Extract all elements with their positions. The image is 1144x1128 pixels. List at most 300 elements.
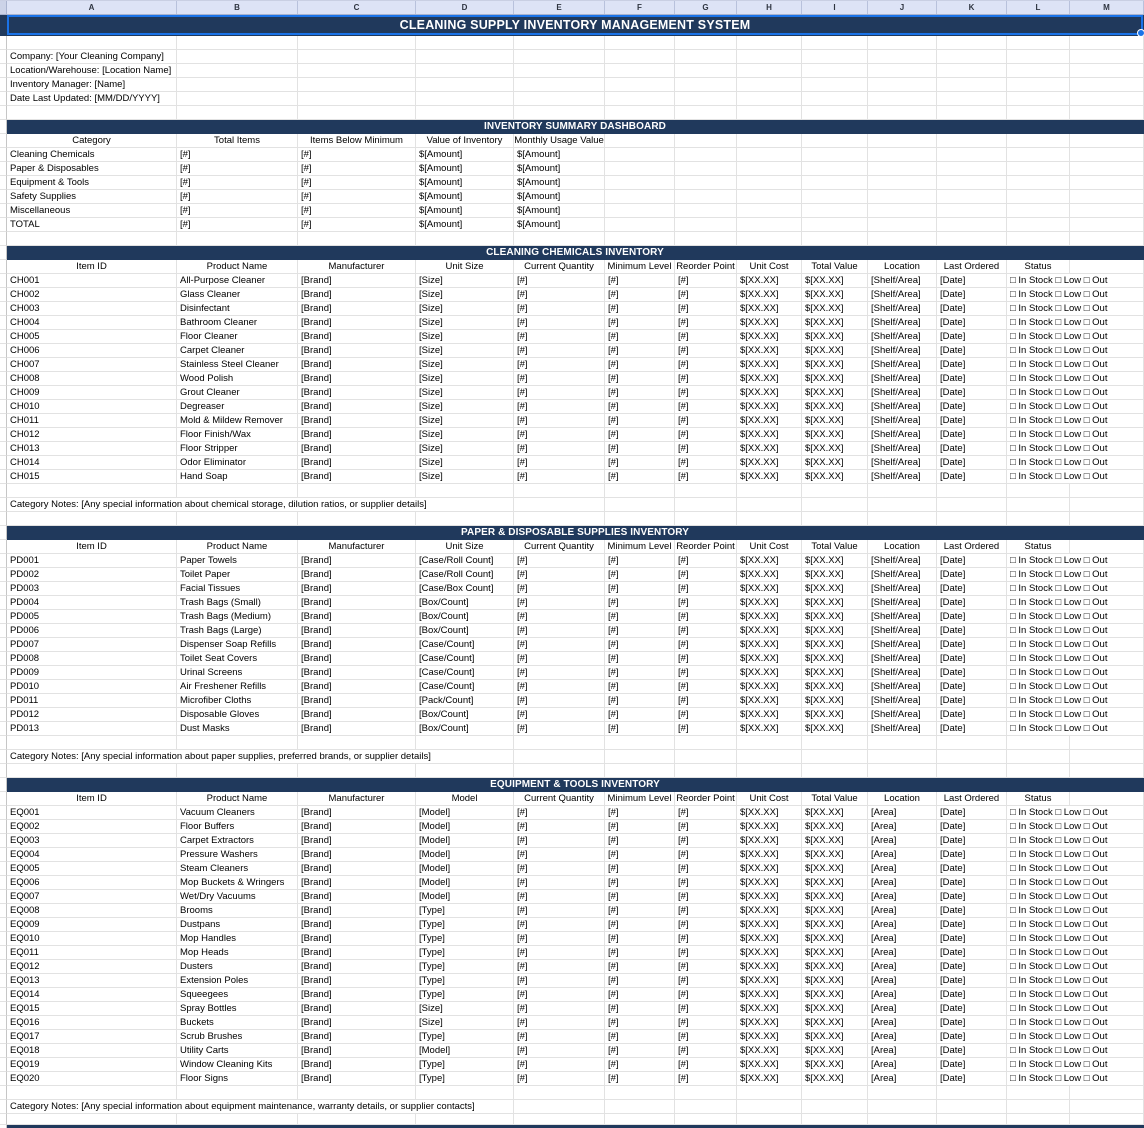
current-quantity-cell[interactable]: [#]	[514, 708, 605, 722]
table-header-cell[interactable]: Unit Cost	[737, 260, 802, 274]
empty-cell[interactable]	[416, 1086, 514, 1100]
company-info-cell[interactable]: Inventory Manager: [Name]	[7, 78, 177, 92]
manufacturer-cell[interactable]: [Brand]	[298, 288, 416, 302]
total-value-cell[interactable]: $[XX.XX]	[802, 610, 868, 624]
current-quantity-cell[interactable]: [#]	[514, 1030, 605, 1044]
status-cell[interactable]: □ In Stock □ Low □ Out	[1007, 638, 1144, 652]
minimum-level-cell[interactable]: [#]	[605, 414, 675, 428]
empty-cell[interactable]	[675, 148, 737, 162]
item-id-cell[interactable]: EQ016	[7, 1016, 177, 1030]
empty-cell[interactable]	[802, 162, 868, 176]
unit-size-cell[interactable]: [Type]	[416, 932, 514, 946]
last-ordered-cell[interactable]: [Date]	[937, 344, 1007, 358]
last-ordered-cell[interactable]: [Date]	[937, 414, 1007, 428]
item-id-cell[interactable]: PD012	[7, 708, 177, 722]
reorder-point-cell[interactable]: [#]	[675, 666, 737, 680]
empty-cell[interactable]	[605, 36, 675, 50]
unit-size-cell[interactable]: [Model]	[416, 876, 514, 890]
reorder-point-cell[interactable]: [#]	[675, 680, 737, 694]
reorder-point-cell[interactable]: [#]	[675, 470, 737, 484]
current-quantity-cell[interactable]: [#]	[514, 918, 605, 932]
location-cell[interactable]: [Shelf/Area]	[868, 428, 937, 442]
item-id-cell[interactable]: EQ015	[7, 1002, 177, 1016]
unit-cost-cell[interactable]: $[XX.XX]	[737, 1058, 802, 1072]
empty-cell[interactable]	[675, 106, 737, 120]
product-name-cell[interactable]: Degreaser	[177, 400, 298, 414]
total-value-cell[interactable]: $[XX.XX]	[802, 960, 868, 974]
location-cell[interactable]: [Shelf/Area]	[868, 372, 937, 386]
unit-cost-cell[interactable]: $[XX.XX]	[737, 414, 802, 428]
empty-cell[interactable]	[1070, 736, 1144, 750]
total-value-cell[interactable]: $[XX.XX]	[802, 848, 868, 862]
total-value-cell[interactable]: $[XX.XX]	[802, 918, 868, 932]
location-cell[interactable]: [Shelf/Area]	[868, 456, 937, 470]
unit-size-cell[interactable]: [Type]	[416, 1030, 514, 1044]
total-value-cell[interactable]: $[XX.XX]	[802, 330, 868, 344]
reorder-point-cell[interactable]: [#]	[675, 652, 737, 666]
unit-cost-cell[interactable]: $[XX.XX]	[737, 288, 802, 302]
unit-cost-cell[interactable]: $[XX.XX]	[737, 596, 802, 610]
minimum-level-cell[interactable]: [#]	[605, 610, 675, 624]
minimum-level-cell[interactable]: [#]	[605, 946, 675, 960]
location-cell[interactable]: [Shelf/Area]	[868, 568, 937, 582]
empty-cell[interactable]	[802, 190, 868, 204]
empty-cell[interactable]	[1007, 232, 1070, 246]
reorder-point-cell[interactable]: [#]	[675, 974, 737, 988]
status-cell[interactable]: □ In Stock □ Low □ Out	[1007, 820, 1144, 834]
empty-cell[interactable]	[416, 36, 514, 50]
unit-size-cell[interactable]: [Type]	[416, 960, 514, 974]
category-notes-cell[interactable]: Category Notes: [Any special information about equipment maintenance, warranty details, or supplier contacts]	[7, 1100, 514, 1114]
manufacturer-cell[interactable]: [Brand]	[298, 610, 416, 624]
empty-cell[interactable]	[1007, 750, 1070, 764]
location-cell[interactable]: [Shelf/Area]	[868, 330, 937, 344]
table-header-cell[interactable]: Location	[868, 540, 937, 554]
product-name-cell[interactable]: Disinfectant	[177, 302, 298, 316]
empty-cell[interactable]	[1070, 176, 1144, 190]
empty-cell[interactable]	[298, 106, 416, 120]
last-ordered-cell[interactable]: [Date]	[937, 680, 1007, 694]
status-cell[interactable]: □ In Stock □ Low □ Out	[1007, 876, 1144, 890]
unit-cost-cell[interactable]: $[XX.XX]	[737, 428, 802, 442]
current-quantity-cell[interactable]: [#]	[514, 694, 605, 708]
status-cell[interactable]: □ In Stock □ Low □ Out	[1007, 1002, 1144, 1016]
empty-cell[interactable]	[1070, 162, 1144, 176]
unit-cost-cell[interactable]: $[XX.XX]	[737, 358, 802, 372]
current-quantity-cell[interactable]: [#]	[514, 1044, 605, 1058]
item-id-cell[interactable]: CH015	[7, 470, 177, 484]
empty-cell[interactable]	[802, 736, 868, 750]
minimum-level-cell[interactable]: [#]	[605, 302, 675, 316]
table-header-cell[interactable]: Minimum Level	[605, 792, 675, 806]
empty-cell[interactable]	[868, 764, 937, 778]
reorder-point-cell[interactable]: [#]	[675, 316, 737, 330]
empty-cell[interactable]	[1007, 1114, 1070, 1125]
minimum-level-cell[interactable]: [#]	[605, 274, 675, 288]
manufacturer-cell[interactable]: [Brand]	[298, 624, 416, 638]
empty-cell[interactable]	[1070, 1114, 1144, 1125]
location-cell[interactable]: [Shelf/Area]	[868, 344, 937, 358]
empty-cell[interactable]	[737, 218, 802, 232]
empty-cell[interactable]	[868, 92, 937, 106]
product-name-cell[interactable]: Urinal Screens	[177, 666, 298, 680]
item-id-cell[interactable]: EQ019	[7, 1058, 177, 1072]
empty-cell[interactable]	[1007, 162, 1070, 176]
minimum-level-cell[interactable]: [#]	[605, 806, 675, 820]
manufacturer-cell[interactable]: [Brand]	[298, 1044, 416, 1058]
empty-cell[interactable]	[298, 50, 416, 64]
current-quantity-cell[interactable]: [#]	[514, 1058, 605, 1072]
unit-size-cell[interactable]: [Model]	[416, 848, 514, 862]
table-header-cell[interactable]: Total Value	[802, 260, 868, 274]
dashboard-header-cell[interactable]: Total Items	[177, 134, 298, 148]
location-cell[interactable]: [Shelf/Area]	[868, 638, 937, 652]
empty-cell[interactable]	[937, 1100, 1007, 1114]
unit-size-cell[interactable]: [Size]	[416, 470, 514, 484]
empty-cell[interactable]	[514, 232, 605, 246]
empty-cell[interactable]	[416, 78, 514, 92]
status-cell[interactable]: □ In Stock □ Low □ Out	[1007, 302, 1144, 316]
minimum-level-cell[interactable]: [#]	[605, 890, 675, 904]
empty-cell[interactable]	[514, 512, 605, 526]
total-value-cell[interactable]: $[XX.XX]	[802, 428, 868, 442]
product-name-cell[interactable]: Trash Bags (Small)	[177, 596, 298, 610]
table-header-cell[interactable]: Manufacturer	[298, 540, 416, 554]
minimum-level-cell[interactable]: [#]	[605, 834, 675, 848]
current-quantity-cell[interactable]: [#]	[514, 372, 605, 386]
manufacturer-cell[interactable]: [Brand]	[298, 274, 416, 288]
location-cell[interactable]: [Area]	[868, 834, 937, 848]
column-header-B[interactable]: B	[177, 1, 298, 14]
dashboard-value-cell[interactable]: $[Amount]	[416, 218, 514, 232]
minimum-level-cell[interactable]: [#]	[605, 848, 675, 862]
empty-cell[interactable]	[1070, 190, 1144, 204]
empty-cell[interactable]	[605, 50, 675, 64]
minimum-level-cell[interactable]: [#]	[605, 596, 675, 610]
product-name-cell[interactable]: All-Purpose Cleaner	[177, 274, 298, 288]
empty-cell[interactable]	[937, 1114, 1007, 1125]
reorder-point-cell[interactable]: [#]	[675, 386, 737, 400]
unit-cost-cell[interactable]: $[XX.XX]	[737, 442, 802, 456]
unit-size-cell[interactable]: [Size]	[416, 1016, 514, 1030]
last-ordered-cell[interactable]: [Date]	[937, 568, 1007, 582]
location-cell[interactable]: [Area]	[868, 1072, 937, 1086]
location-cell[interactable]: [Shelf/Area]	[868, 624, 937, 638]
reorder-point-cell[interactable]: [#]	[675, 722, 737, 736]
column-header-D[interactable]: D	[416, 1, 514, 14]
empty-cell[interactable]	[416, 484, 514, 498]
unit-cost-cell[interactable]: $[XX.XX]	[737, 694, 802, 708]
empty-cell[interactable]	[1070, 1100, 1144, 1114]
empty-cell[interactable]	[1007, 204, 1070, 218]
minimum-level-cell[interactable]: [#]	[605, 386, 675, 400]
empty-cell[interactable]	[1007, 92, 1070, 106]
location-cell[interactable]: [Area]	[868, 1016, 937, 1030]
dashboard-value-cell[interactable]: $[Amount]	[416, 162, 514, 176]
reorder-point-cell[interactable]: [#]	[675, 330, 737, 344]
item-id-cell[interactable]: CH012	[7, 428, 177, 442]
empty-cell[interactable]	[416, 92, 514, 106]
current-quantity-cell[interactable]: [#]	[514, 946, 605, 960]
dashboard-value-cell[interactable]: [#]	[177, 148, 298, 162]
empty-cell[interactable]	[868, 1100, 937, 1114]
manufacturer-cell[interactable]: [Brand]	[298, 946, 416, 960]
reorder-point-cell[interactable]: [#]	[675, 918, 737, 932]
empty-cell[interactable]	[868, 190, 937, 204]
unit-cost-cell[interactable]: $[XX.XX]	[737, 1044, 802, 1058]
dashboard-value-cell[interactable]: [#]	[298, 218, 416, 232]
total-value-cell[interactable]: $[XX.XX]	[802, 274, 868, 288]
product-name-cell[interactable]: Squeegees	[177, 988, 298, 1002]
unit-size-cell[interactable]: [Size]	[416, 400, 514, 414]
manufacturer-cell[interactable]: [Brand]	[298, 834, 416, 848]
empty-cell[interactable]	[802, 498, 868, 512]
item-id-cell[interactable]: PD007	[7, 638, 177, 652]
empty-cell[interactable]	[937, 148, 1007, 162]
item-id-cell[interactable]: EQ017	[7, 1030, 177, 1044]
status-cell[interactable]: □ In Stock □ Low □ Out	[1007, 694, 1144, 708]
dashboard-value-cell[interactable]: $[Amount]	[514, 190, 605, 204]
empty-cell[interactable]	[675, 498, 737, 512]
item-id-cell[interactable]: CH007	[7, 358, 177, 372]
empty-cell[interactable]	[675, 50, 737, 64]
manufacturer-cell[interactable]: [Brand]	[298, 596, 416, 610]
empty-cell[interactable]	[514, 764, 605, 778]
empty-cell[interactable]	[937, 218, 1007, 232]
item-id-cell[interactable]: EQ013	[7, 974, 177, 988]
empty-cell[interactable]	[7, 232, 177, 246]
item-id-cell[interactable]: EQ006	[7, 876, 177, 890]
minimum-level-cell[interactable]: [#]	[605, 694, 675, 708]
total-value-cell[interactable]: $[XX.XX]	[802, 316, 868, 330]
dashboard-value-cell[interactable]: [#]	[298, 204, 416, 218]
empty-cell[interactable]	[1007, 764, 1070, 778]
empty-cell[interactable]	[1070, 64, 1144, 78]
item-id-cell[interactable]: EQ012	[7, 960, 177, 974]
empty-cell[interactable]	[802, 106, 868, 120]
empty-cell[interactable]	[514, 92, 605, 106]
location-cell[interactable]: [Area]	[868, 862, 937, 876]
item-id-cell[interactable]: CH003	[7, 302, 177, 316]
empty-cell[interactable]	[298, 484, 416, 498]
unit-cost-cell[interactable]: $[XX.XX]	[737, 372, 802, 386]
status-cell[interactable]: □ In Stock □ Low □ Out	[1007, 456, 1144, 470]
product-name-cell[interactable]: Steam Cleaners	[177, 862, 298, 876]
empty-cell[interactable]	[1070, 148, 1144, 162]
empty-cell[interactable]	[802, 134, 868, 148]
empty-cell[interactable]	[1070, 134, 1144, 148]
empty-cell[interactable]	[937, 750, 1007, 764]
total-value-cell[interactable]: $[XX.XX]	[802, 400, 868, 414]
empty-cell[interactable]	[1070, 750, 1144, 764]
empty-cell[interactable]	[868, 162, 937, 176]
unit-cost-cell[interactable]: $[XX.XX]	[737, 568, 802, 582]
total-value-cell[interactable]: $[XX.XX]	[802, 876, 868, 890]
last-ordered-cell[interactable]: [Date]	[937, 806, 1007, 820]
manufacturer-cell[interactable]: [Brand]	[298, 932, 416, 946]
item-id-cell[interactable]: EQ004	[7, 848, 177, 862]
table-header-cell[interactable]: Current Quantity	[514, 540, 605, 554]
empty-cell[interactable]	[605, 484, 675, 498]
total-value-cell[interactable]: $[XX.XX]	[802, 722, 868, 736]
dashboard-value-cell[interactable]: [#]	[298, 162, 416, 176]
unit-cost-cell[interactable]: $[XX.XX]	[737, 988, 802, 1002]
unit-cost-cell[interactable]: $[XX.XX]	[737, 316, 802, 330]
empty-cell[interactable]	[1070, 498, 1144, 512]
empty-cell[interactable]	[177, 736, 298, 750]
status-cell[interactable]: □ In Stock □ Low □ Out	[1007, 666, 1144, 680]
reorder-point-cell[interactable]: [#]	[675, 358, 737, 372]
empty-cell[interactable]	[737, 750, 802, 764]
status-cell[interactable]: □ In Stock □ Low □ Out	[1007, 834, 1144, 848]
unit-size-cell[interactable]: [Case/Count]	[416, 638, 514, 652]
reorder-point-cell[interactable]: [#]	[675, 442, 737, 456]
status-cell[interactable]: □ In Stock □ Low □ Out	[1007, 708, 1144, 722]
unit-size-cell[interactable]: [Box/Count]	[416, 708, 514, 722]
empty-cell[interactable]	[605, 148, 675, 162]
product-name-cell[interactable]: Carpet Extractors	[177, 834, 298, 848]
column-header-A[interactable]: A	[7, 1, 177, 14]
empty-cell[interactable]	[737, 498, 802, 512]
location-cell[interactable]: [Shelf/Area]	[868, 610, 937, 624]
table-header-cell[interactable]: Model	[416, 792, 514, 806]
last-ordered-cell[interactable]: [Date]	[937, 288, 1007, 302]
reorder-point-cell[interactable]: [#]	[675, 904, 737, 918]
unit-cost-cell[interactable]: $[XX.XX]	[737, 960, 802, 974]
empty-cell[interactable]	[1070, 50, 1144, 64]
empty-cell[interactable]	[605, 134, 675, 148]
product-name-cell[interactable]: Wood Polish	[177, 372, 298, 386]
minimum-level-cell[interactable]: [#]	[605, 666, 675, 680]
manufacturer-cell[interactable]: [Brand]	[298, 330, 416, 344]
manufacturer-cell[interactable]: [Brand]	[298, 722, 416, 736]
unit-size-cell[interactable]: [Case/Box Count]	[416, 582, 514, 596]
total-value-cell[interactable]: $[XX.XX]	[802, 806, 868, 820]
empty-cell[interactable]	[802, 1100, 868, 1114]
table-header-cell[interactable]: Current Quantity	[514, 260, 605, 274]
last-ordered-cell[interactable]: [Date]	[937, 694, 1007, 708]
minimum-level-cell[interactable]: [#]	[605, 862, 675, 876]
product-name-cell[interactable]: Dusters	[177, 960, 298, 974]
minimum-level-cell[interactable]: [#]	[605, 624, 675, 638]
unit-size-cell[interactable]: [Size]	[416, 288, 514, 302]
unit-size-cell[interactable]: [Size]	[416, 442, 514, 456]
total-value-cell[interactable]: $[XX.XX]	[802, 288, 868, 302]
empty-cell[interactable]	[1007, 36, 1070, 50]
current-quantity-cell[interactable]: [#]	[514, 652, 605, 666]
dashboard-category-cell[interactable]: TOTAL	[7, 218, 177, 232]
status-cell[interactable]: □ In Stock □ Low □ Out	[1007, 554, 1144, 568]
last-ordered-cell[interactable]: [Date]	[937, 918, 1007, 932]
unit-size-cell[interactable]: [Box/Count]	[416, 610, 514, 624]
dashboard-value-cell[interactable]: $[Amount]	[416, 204, 514, 218]
table-header-cell[interactable]: Reorder Point	[675, 540, 737, 554]
product-name-cell[interactable]: Dustpans	[177, 918, 298, 932]
total-value-cell[interactable]: $[XX.XX]	[802, 638, 868, 652]
minimum-level-cell[interactable]: [#]	[605, 904, 675, 918]
table-header-cell[interactable]: Minimum Level	[605, 540, 675, 554]
current-quantity-cell[interactable]: [#]	[514, 330, 605, 344]
product-name-cell[interactable]: Disposable Gloves	[177, 708, 298, 722]
product-name-cell[interactable]: Trash Bags (Large)	[177, 624, 298, 638]
empty-cell[interactable]	[868, 78, 937, 92]
product-name-cell[interactable]: Carpet Cleaner	[177, 344, 298, 358]
reorder-point-cell[interactable]: [#]	[675, 456, 737, 470]
empty-cell[interactable]	[177, 50, 298, 64]
unit-size-cell[interactable]: [Type]	[416, 974, 514, 988]
empty-cell[interactable]	[675, 750, 737, 764]
empty-cell[interactable]	[298, 736, 416, 750]
empty-cell[interactable]	[675, 736, 737, 750]
unit-size-cell[interactable]: [Size]	[416, 372, 514, 386]
manufacturer-cell[interactable]: [Brand]	[298, 344, 416, 358]
product-name-cell[interactable]: Dispenser Soap Refills	[177, 638, 298, 652]
product-name-cell[interactable]: Utility Carts	[177, 1044, 298, 1058]
unit-cost-cell[interactable]: $[XX.XX]	[737, 386, 802, 400]
minimum-level-cell[interactable]: [#]	[605, 582, 675, 596]
reorder-point-cell[interactable]: [#]	[675, 344, 737, 358]
current-quantity-cell[interactable]: [#]	[514, 358, 605, 372]
product-name-cell[interactable]: Glass Cleaner	[177, 288, 298, 302]
unit-cost-cell[interactable]: $[XX.XX]	[737, 806, 802, 820]
empty-cell[interactable]	[177, 484, 298, 498]
table-header-cell[interactable]: Item ID	[7, 792, 177, 806]
product-name-cell[interactable]: Floor Signs	[177, 1072, 298, 1086]
unit-cost-cell[interactable]: $[XX.XX]	[737, 624, 802, 638]
empty-cell[interactable]	[177, 1114, 298, 1125]
empty-cell[interactable]	[937, 736, 1007, 750]
empty-cell[interactable]	[868, 750, 937, 764]
status-cell[interactable]: □ In Stock □ Low □ Out	[1007, 974, 1144, 988]
minimum-level-cell[interactable]: [#]	[605, 442, 675, 456]
unit-size-cell[interactable]: [Size]	[416, 414, 514, 428]
current-quantity-cell[interactable]: [#]	[514, 806, 605, 820]
reorder-point-cell[interactable]: [#]	[675, 890, 737, 904]
empty-cell[interactable]	[298, 1114, 416, 1125]
manufacturer-cell[interactable]: [Brand]	[298, 302, 416, 316]
empty-cell[interactable]	[298, 78, 416, 92]
empty-cell[interactable]	[298, 36, 416, 50]
empty-cell[interactable]	[1007, 512, 1070, 526]
empty-cell[interactable]	[868, 64, 937, 78]
manufacturer-cell[interactable]: [Brand]	[298, 666, 416, 680]
empty-cell[interactable]	[737, 134, 802, 148]
manufacturer-cell[interactable]: [Brand]	[298, 1016, 416, 1030]
empty-cell[interactable]	[605, 190, 675, 204]
location-cell[interactable]: [Shelf/Area]	[868, 316, 937, 330]
table-header-cell[interactable]: Unit Cost	[737, 540, 802, 554]
empty-cell[interactable]	[1070, 512, 1144, 526]
status-cell[interactable]: □ In Stock □ Low □ Out	[1007, 386, 1144, 400]
product-name-cell[interactable]: Trash Bags (Medium)	[177, 610, 298, 624]
empty-cell[interactable]	[1007, 498, 1070, 512]
empty-cell[interactable]	[937, 232, 1007, 246]
empty-cell[interactable]	[802, 484, 868, 498]
minimum-level-cell[interactable]: [#]	[605, 1002, 675, 1016]
product-name-cell[interactable]: Brooms	[177, 904, 298, 918]
product-name-cell[interactable]: Wet/Dry Vacuums	[177, 890, 298, 904]
current-quantity-cell[interactable]: [#]	[514, 288, 605, 302]
empty-cell[interactable]	[514, 106, 605, 120]
last-ordered-cell[interactable]: [Date]	[937, 470, 1007, 484]
last-ordered-cell[interactable]: [Date]	[937, 1002, 1007, 1016]
product-name-cell[interactable]: Dust Masks	[177, 722, 298, 736]
minimum-level-cell[interactable]: [#]	[605, 428, 675, 442]
empty-cell[interactable]	[416, 64, 514, 78]
current-quantity-cell[interactable]: [#]	[514, 386, 605, 400]
empty-cell[interactable]	[937, 162, 1007, 176]
last-ordered-cell[interactable]: [Date]	[937, 848, 1007, 862]
